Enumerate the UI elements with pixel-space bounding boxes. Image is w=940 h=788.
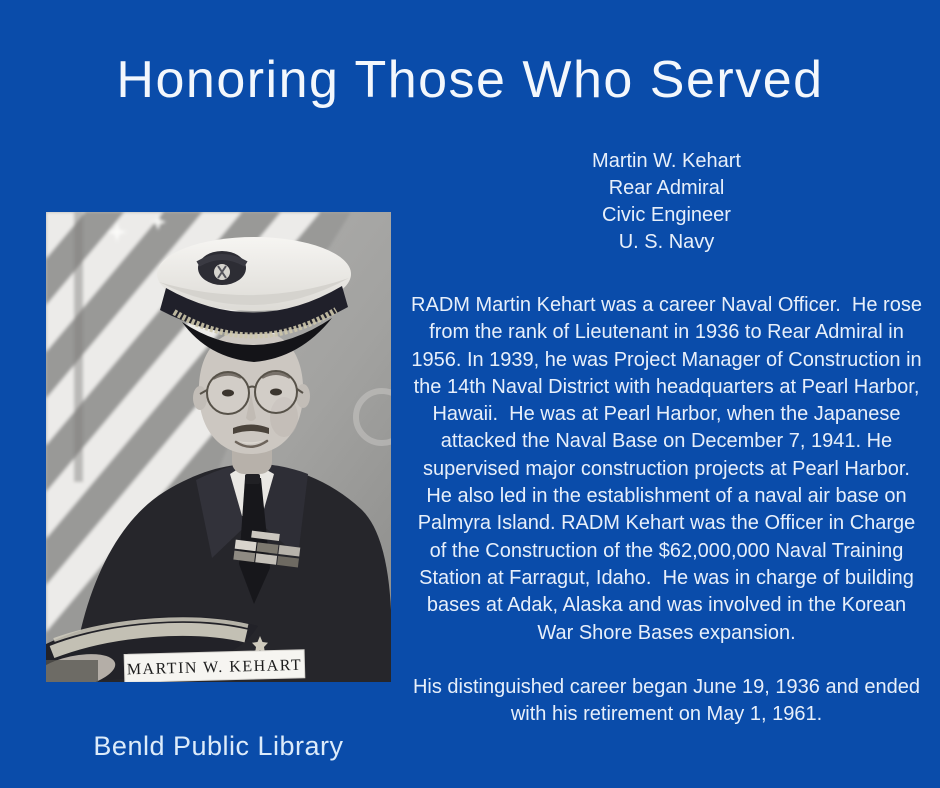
library-name: Benld Public Library: [93, 731, 344, 761]
honoree-name: Martin W. Kehart: [592, 150, 741, 172]
bio-column: [408, 148, 928, 728]
portrait-photo: [46, 212, 391, 682]
name-plate-text: MARTIN W. KEHART: [126, 656, 303, 679]
honoree-branch: U. S. Navy: [618, 231, 715, 253]
page-title: Honoring Those Who Served: [116, 51, 824, 109]
cap-eagle-emblem-icon: [198, 251, 246, 285]
bio-paragraph-2: His distinguished career began June 19, 1936 and ended with his retirement on May 1, 1961.: [412, 675, 926, 726]
name-plate: [124, 650, 305, 682]
honoree-rank: Rear Admiral: [608, 177, 725, 199]
portrait-illustration: [46, 212, 391, 682]
honoree-profession: Civic Engineer: [602, 204, 731, 226]
honoree-block: [408, 148, 925, 256]
bio-paragraph-1: RADM Martin Kehart was a career Naval Officer. He rose from the rank of Lieutenant in 1936 to Rear Admiral in 1956. In 1939, he was Project Manager of Construction in the 14th Naval District with headquarters at Pearl Harbor, Hawaii. He was at Pearl Harbor, when the Japanese attacked the Naval Base on December 7, 1941. He supervised major construction projects at Pearl Harbor. He also led in the establishment of a naval air base on Palmyra Island. RADM Kehart was the Officer in Charge of the Construction of the $62,000,000 Naval Training Station at Farragut, Idaho. He was in charge of building bases at Adak, Alaska and was involved in the Korean War Shore Bases expansion.: [411, 294, 928, 644]
